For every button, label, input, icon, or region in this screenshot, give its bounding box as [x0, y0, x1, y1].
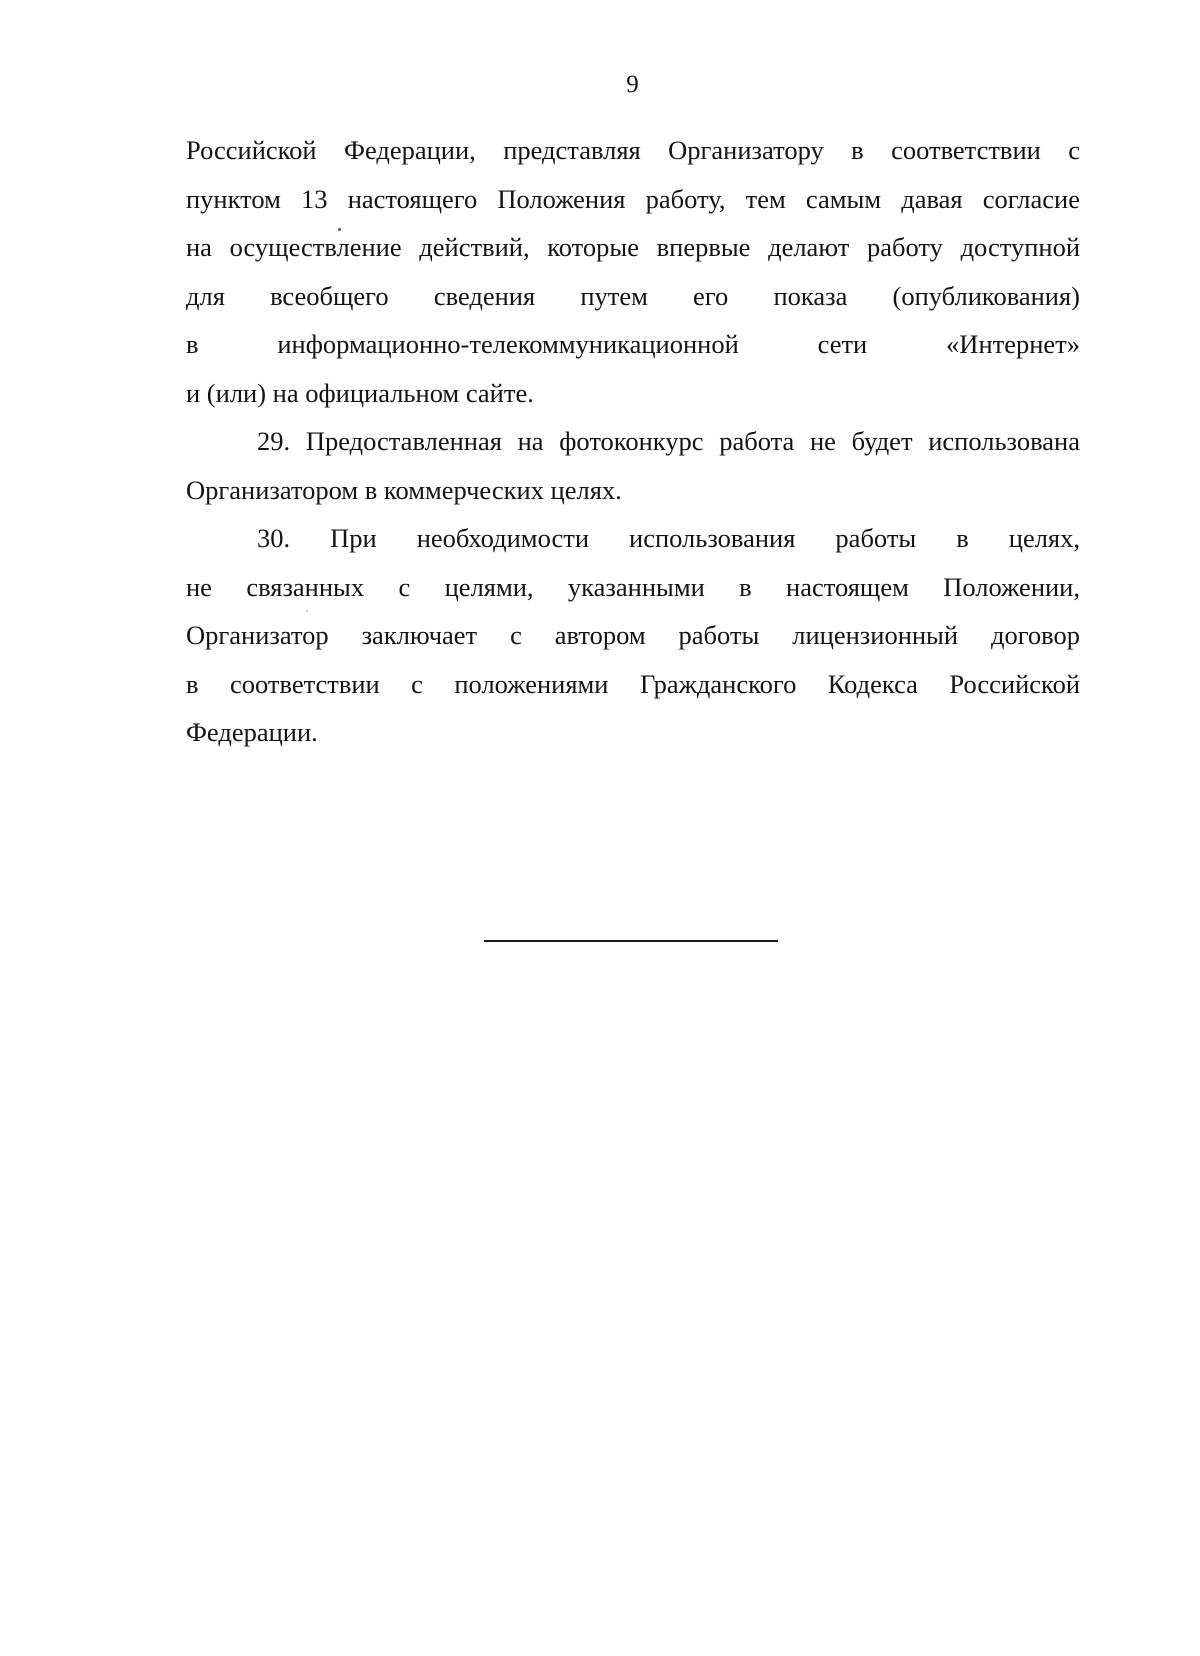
text-line: для всеобщего сведения путем его показа (опубликования)	[186, 280, 1080, 311]
scan-speck	[306, 610, 308, 612]
paragraph-30	[186, 514, 1080, 757]
scan-speck	[338, 228, 341, 231]
page-number: 9	[626, 71, 639, 98]
text-line: Российской Федерации, представляя Организатору в соответствии с	[186, 135, 1080, 165]
text-line: в соответствии с положениями Гражданского Кодекса Российской	[186, 668, 1080, 699]
text-line: и (или) на официальном сайте.	[186, 377, 534, 408]
paragraph-28-continued	[186, 126, 1080, 417]
document-body	[186, 126, 1080, 757]
paragraph-29	[186, 417, 1080, 514]
text-line: Организатор заключает с автором работы лицензионный договор	[186, 620, 1080, 650]
text-line: 30. При необходимости использования работы в целях,	[257, 523, 1080, 553]
text-line: на осуществление действий, которые впервые делают работу доступной	[186, 232, 1080, 262]
text-line: в информационно-телекоммуникационной сети «Интернет»	[186, 329, 1080, 359]
text-line: Организатором в коммерческих целях.	[186, 474, 622, 505]
end-of-document-rule	[484, 940, 778, 942]
text-line: пунктом 13 настоящего Положения работу, тем самым давая согласие	[186, 183, 1080, 214]
text-line: 29. Предоставленная на фотоконкурс работа не будет использована	[257, 426, 1080, 456]
text-line: не связанных с целями, указанными в настоящем Положении,	[186, 571, 1080, 602]
text-line: Федерации.	[186, 717, 318, 747]
